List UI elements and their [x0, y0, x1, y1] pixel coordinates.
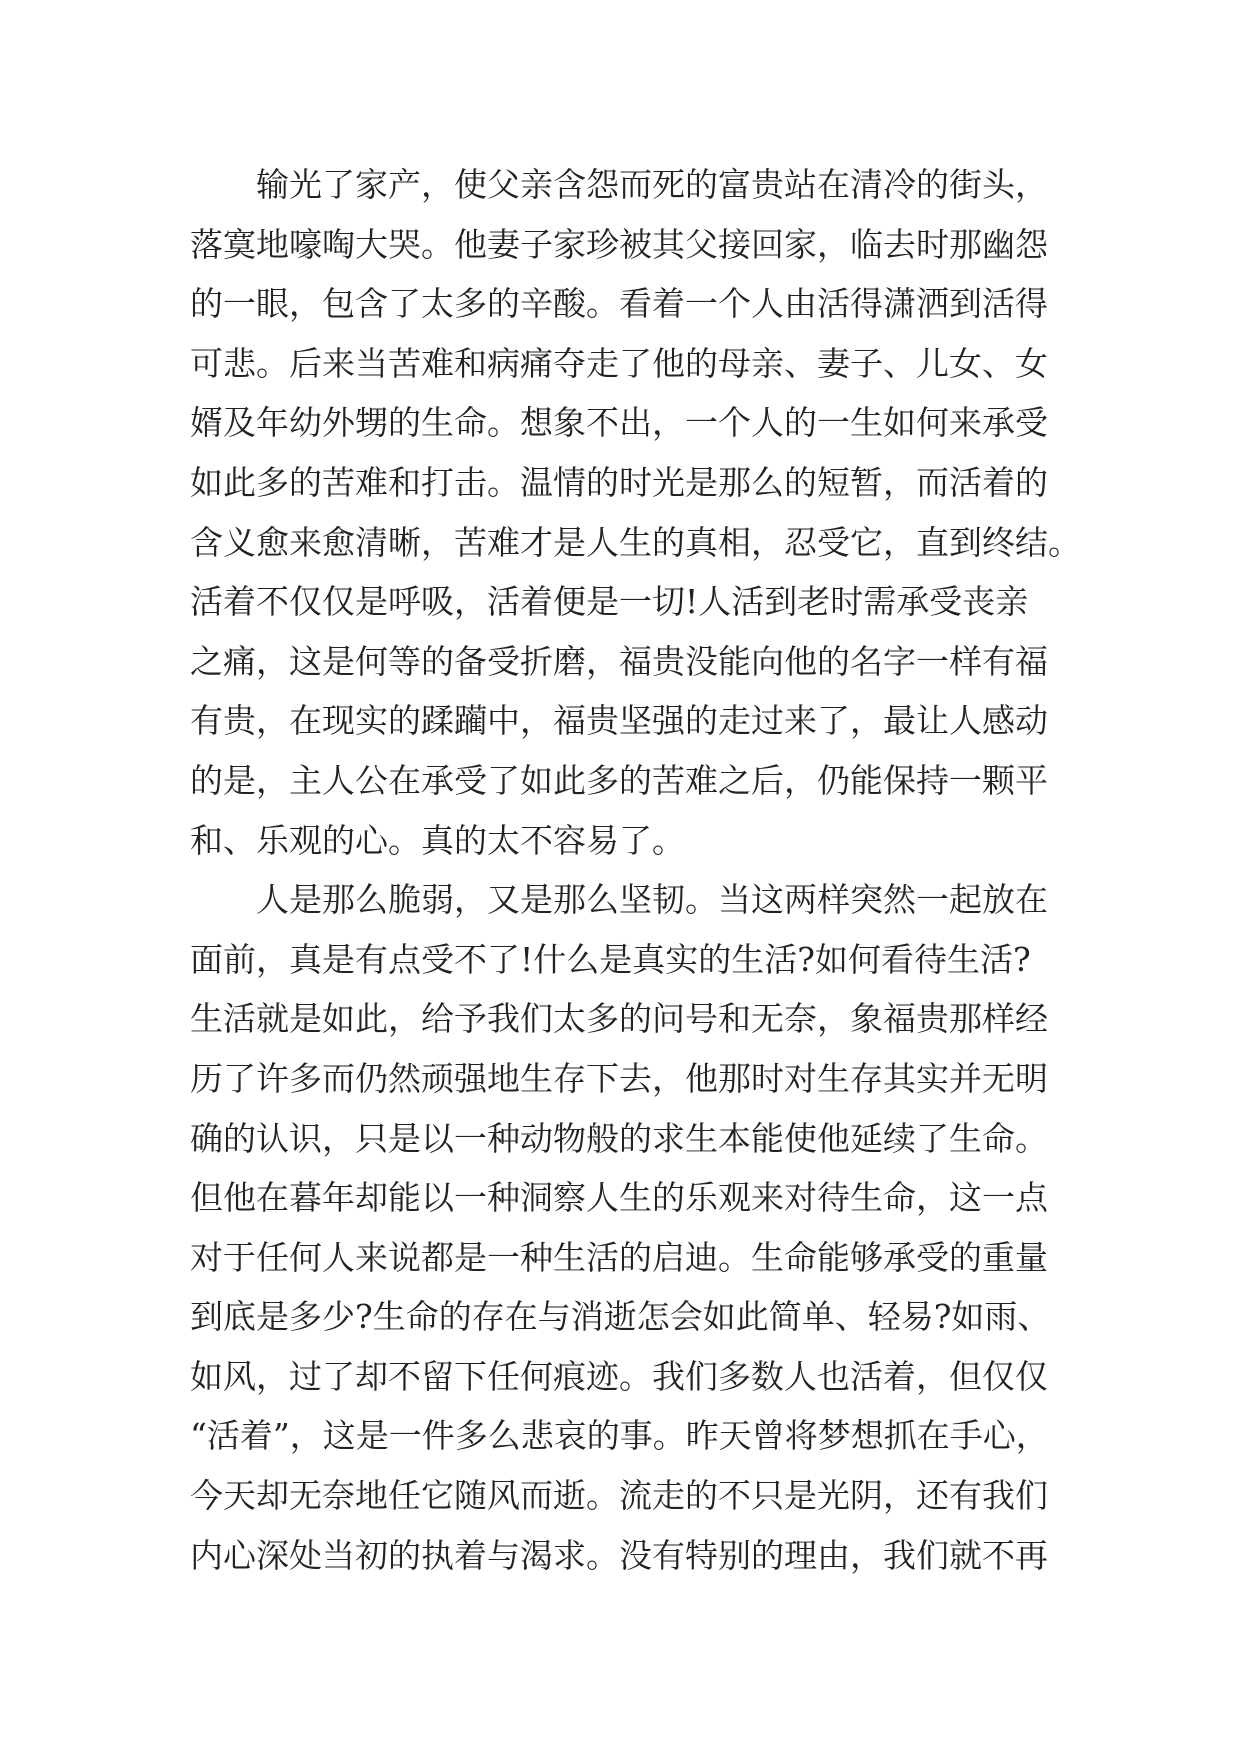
paragraph-line: 可悲。后来当苦难和病痛夺走了他的母亲、妻子、儿女、女: [190, 343, 1048, 383]
paragraph-line: 的是，主人公在承受了如此多的苦难之后，仍能保持一颗平: [190, 760, 1048, 800]
paragraph-line: 和、乐观的心。真的太不容易了。: [190, 820, 685, 860]
paragraph-line: 婿及年幼外甥的生命。想象不出，一个人的一生如何来承受: [190, 403, 1048, 443]
paragraph-line: 今天却无奈地任它随风而逝。流走的不只是光阴，还有我们: [190, 1476, 1048, 1516]
paragraph-line: 面前，真是有点受不了!什么是真实的生活?如何看待生活?: [190, 939, 1031, 979]
paragraph-line: 活着不仅仅是呼吸，活着便是一切!人活到老时需承受丧亲: [190, 582, 1029, 622]
paragraph-line: 生活就是如此，给予我们太多的问号和无奈，象福贵那样经: [190, 999, 1048, 1039]
paragraph-line: 落寞地嚎啕大哭。他妻子家珍被其父接回家，临去时那幽怨: [190, 224, 1048, 264]
paragraph-line: 的一眼，包含了太多的辛酸。看着一个人由活得潇洒到活得: [190, 284, 1048, 324]
paragraph-line: 如此多的苦难和打击。温情的时光是那么的短暂，而活着的: [190, 462, 1048, 502]
paragraph-line: 输光了家产，使父亲含怨而死的富贵站在清冷的街头，: [256, 165, 1048, 204]
paragraph-line: 历了许多而仍然顽强地生存下去，他那时对生存其实并无明: [190, 1058, 1048, 1098]
paragraph-line: 对于任何人来说都是一种生活的启迪。生命能够承受的重量: [190, 1237, 1048, 1277]
paragraph-2: [190, 870, 1190, 1585]
paragraph-line: 人是那么脆弱，又是那么坚韧。当这两样突然一起放在: [256, 880, 1048, 920]
document-body: [190, 155, 1190, 1585]
paragraph-line: 到底是多少?生命的存在与消逝怎会如此简单、轻易?如雨、: [190, 1297, 1051, 1337]
paragraph-line: 之痛，这是何等的备受折磨，福贵没能向他的名字一样有福: [190, 641, 1048, 681]
paragraph-line: “活着”，这是一件多么悲哀的事。昨天曾将梦想抓在手心，: [190, 1416, 1049, 1456]
paragraph-line: 有贵，在现实的蹂躏中，福贵坚强的走过来了，最让人感动: [190, 701, 1048, 741]
paragraph-line: 如风，过了却不留下任何痕迹。我们多数人也活着，但仅仅: [190, 1356, 1048, 1396]
paragraph-1: [190, 155, 1190, 870]
paragraph-line: 确的认识，只是以一种动物般的求生本能使他延续了生命。: [190, 1118, 1048, 1158]
paragraph-line: 但他在暮年却能以一种洞察人生的乐观来对待生命，这一点: [190, 1178, 1048, 1218]
paragraph-line: 内心深处当初的执着与渴求。没有特别的理由，我们就不再: [190, 1535, 1048, 1575]
paragraph-line: 含义愈来愈清晰，苦难才是人生的真相，忍受它，直到终结。: [190, 522, 1081, 562]
